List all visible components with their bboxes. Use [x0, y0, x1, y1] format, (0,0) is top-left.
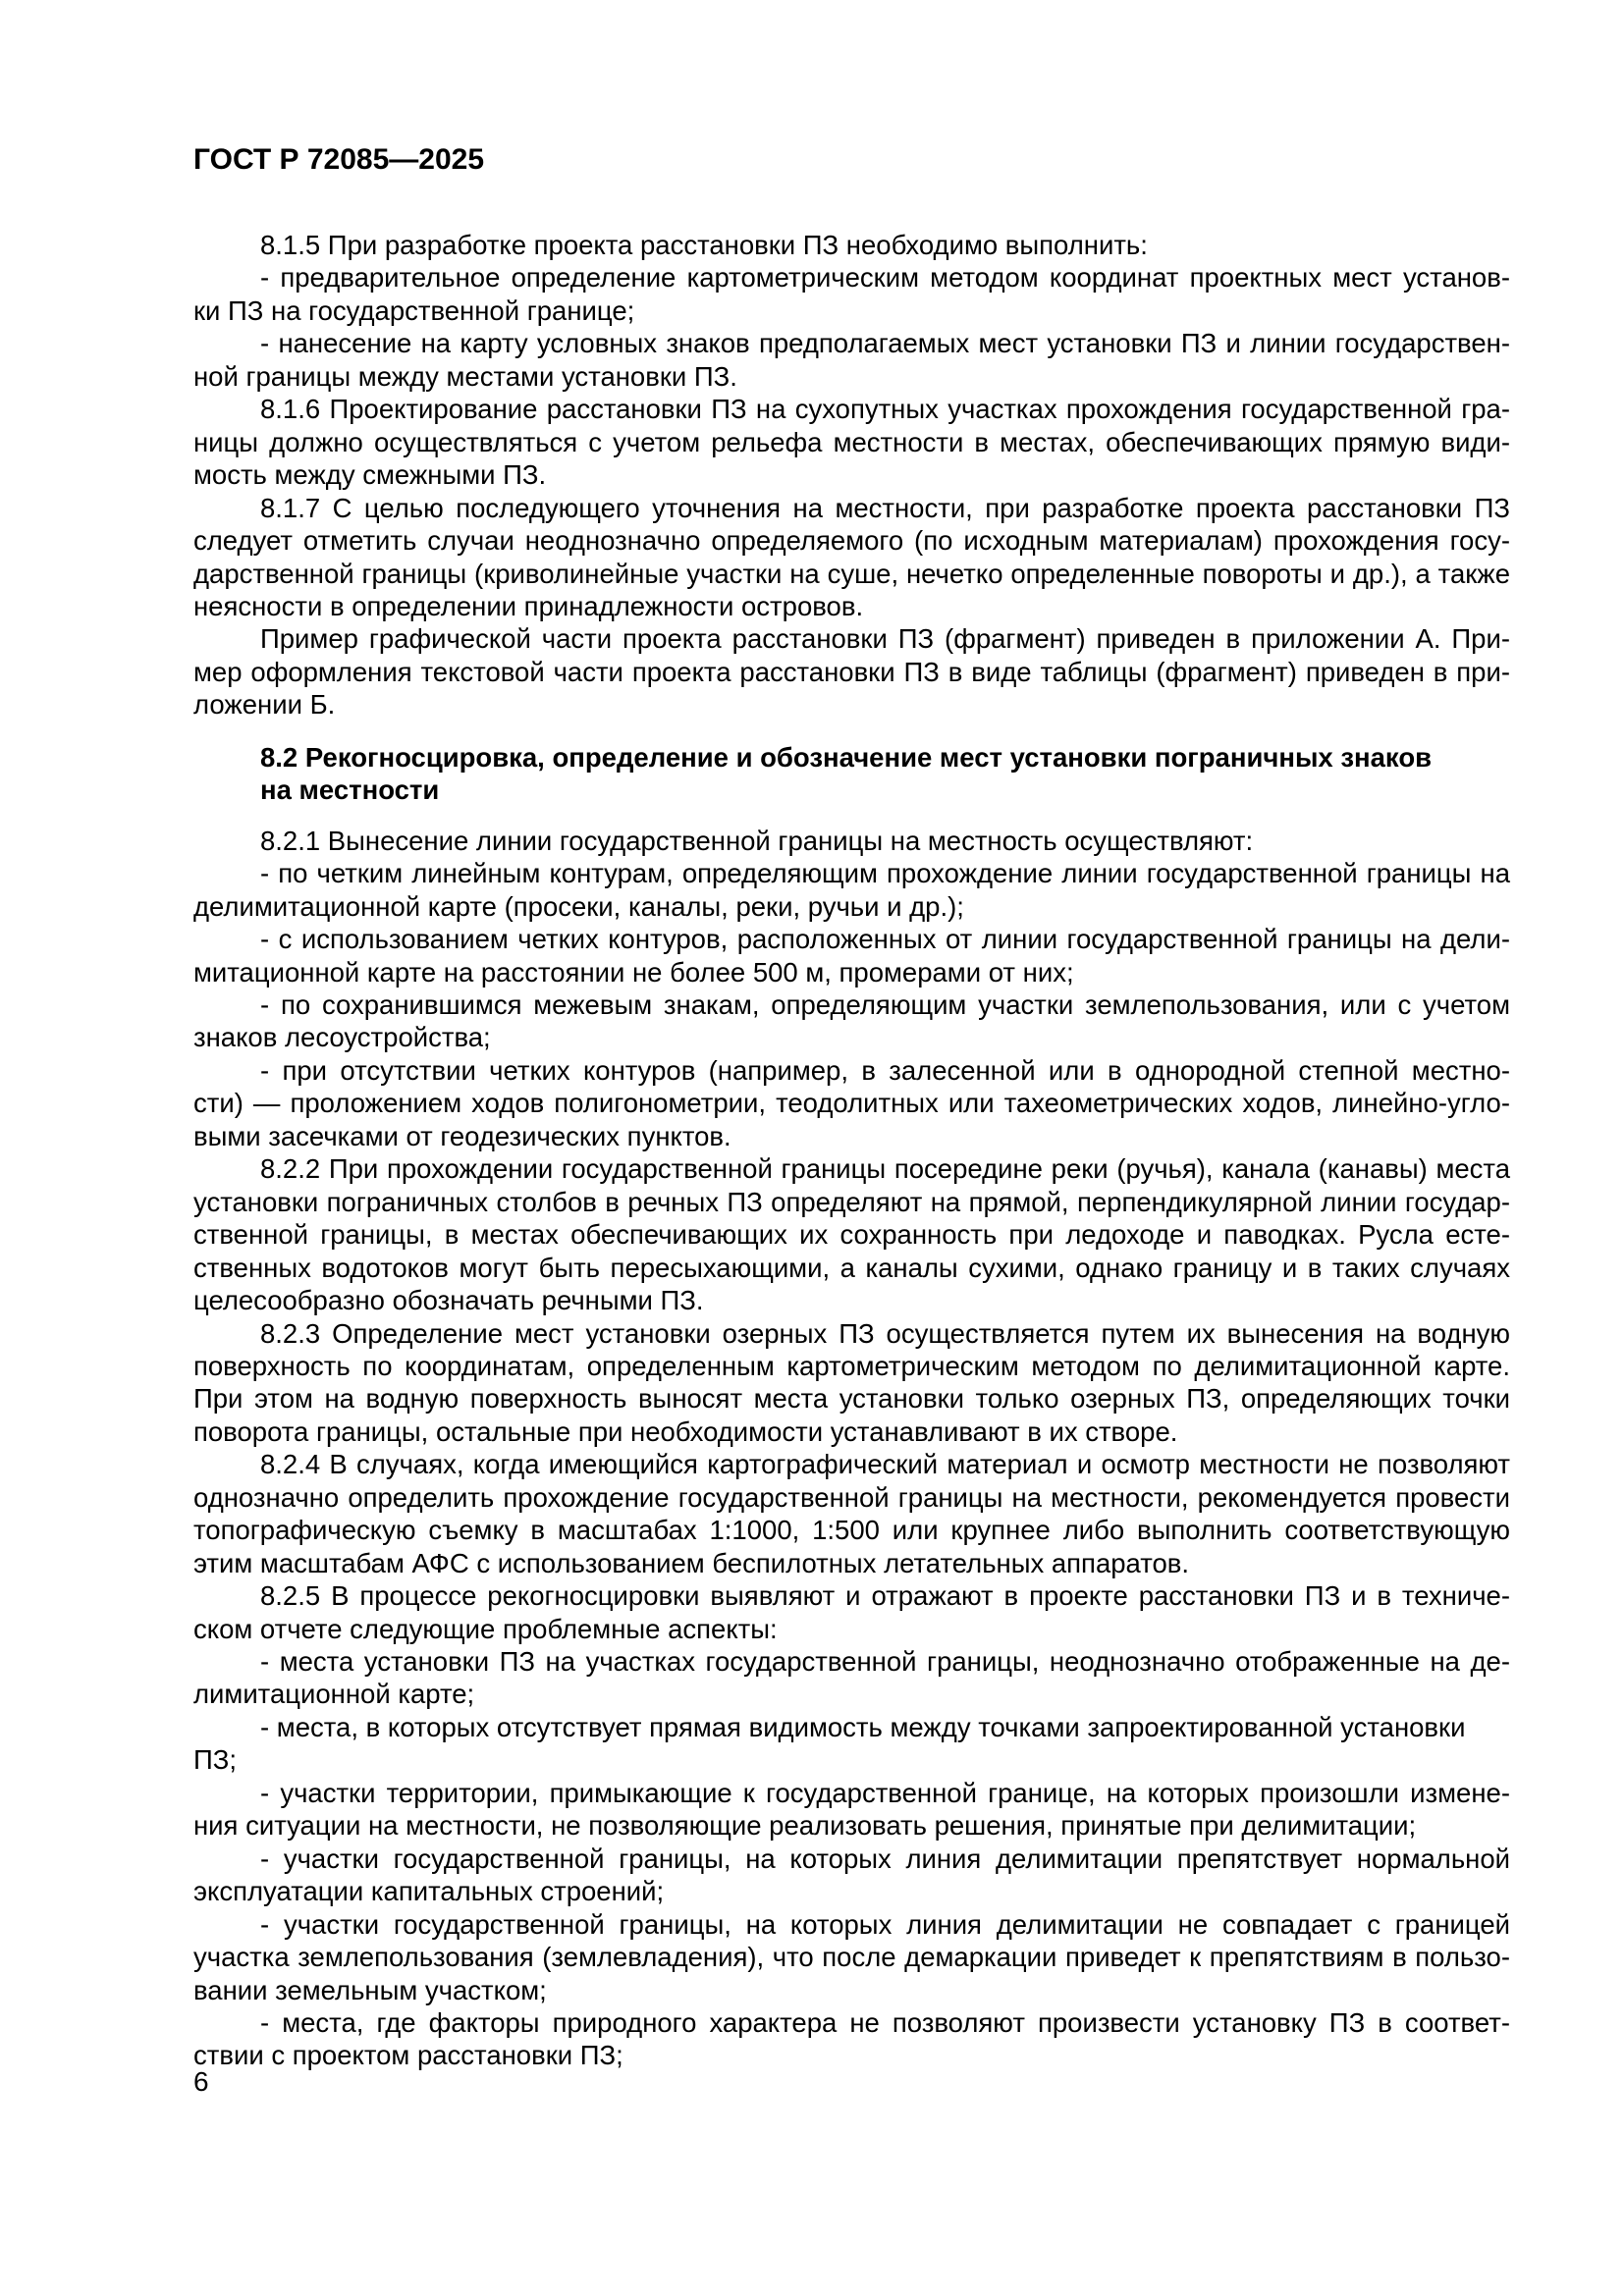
text-line: - участки территории, примыкающие к государственной границе, на которых произошли измене- [260, 1777, 1510, 1808]
text-line: При этом на водную поверхность выносят места установки только озерных ПЗ, определяющих точки [193, 1383, 1510, 1415]
text-line: однозначно определить прохождение государственной границы на местности, рекомендуется провести [193, 1481, 1510, 1513]
text-line: мер оформления текстовой части проекта расстановки ПЗ в виде таблицы (фрагмент) приведен в при- [193, 656, 1510, 687]
text-line: - при отсутствии четких контуров (например, в залесенной или в однородной степной местно- [260, 1054, 1510, 1086]
text-line: вании земельным участком; [193, 1974, 547, 2005]
text-line: - предварительное определение картометрическим методом координат проектных мест установ- [260, 262, 1510, 294]
text-line: ственных водотоков могут быть пересыхающими, а каналы сухими, однако границу и в таких случаях [193, 1252, 1510, 1283]
paragraph [193, 261, 1510, 327]
text-line: установки пограничных столбов в речных ПЗ определяют на прямой, перпендикулярной линии государ- [193, 1186, 1510, 1217]
text-line: целесообразно обозначать речными ПЗ. [193, 1285, 704, 1316]
text-line: выми засечками от геодезических пунктов. [193, 1120, 731, 1151]
paragraph [193, 1645, 1510, 1711]
text-line: Пример графической части проекта расстановки ПЗ (фрагмент) приведен в приложении А. При- [260, 623, 1510, 655]
text-line: - с использованием четких контуров, расположенных от линии государственной границы на дели- [260, 924, 1510, 955]
paragraph [193, 229, 1510, 261]
text-line: - участки государственной границы, на которых линия делимитации не совпадает с границей [260, 1908, 1510, 1940]
paragraph [193, 1777, 1510, 1842]
text-line: сти) — проложением ходов полигонометрии, теодолитных или тахеометрических ходов, линейно-угло- [193, 1088, 1510, 1119]
text-line: - участки государственной границы, на которых линия делимитации препятствует нормальной [260, 1842, 1510, 1874]
paragraph [193, 327, 1510, 393]
paragraph [193, 923, 1510, 988]
text-line: на местности [260, 774, 440, 806]
text-line: поворота границы, остальные при необходимости устанавливают в их створе. [193, 1415, 1178, 1447]
paragraph [193, 1054, 1510, 1152]
paragraph [193, 393, 1510, 491]
paragraph [193, 1579, 1510, 1645]
paragraph [193, 1317, 1510, 1449]
text-line: 8.2.3 Определение мест установки озерных ПЗ осуществляется путем их вынесения на водную [260, 1317, 1510, 1349]
paragraph [193, 1448, 1510, 1579]
section-heading [193, 741, 1510, 807]
text-line: ной границы между местами установки ПЗ. [193, 360, 737, 392]
paragraph [193, 857, 1510, 923]
text-line: 8.1.7 С целью последующего уточнения на местности, при разработке проекта расстановки ПЗ [260, 492, 1510, 523]
text-line: этим масштабам АФС с использованием беспилотных летательных аппаратов. [193, 1547, 1190, 1578]
paragraph [193, 622, 1510, 721]
text-line: - места установки ПЗ на участках государственной границы, неоднозначно отображенные на де- [260, 1646, 1510, 1678]
text-line: ки ПЗ на государственной границе; [193, 294, 635, 326]
text-line: делимитационной карте (просеки, каналы, реки, ручьи и др.); [193, 890, 964, 922]
text-line: топографическую съемку в масштабах 1:1000, 1:500 или крупнее либо выполнить соответствующую [193, 1515, 1510, 1546]
paragraph [193, 988, 1510, 1054]
text-line: ницы должно осуществляться с учетом рельефа местности в местах, обеспечивающих прямую види- [193, 426, 1510, 457]
text-line: неясности в определении принадлежности островов. [193, 590, 864, 621]
page-number: 6 [193, 2066, 209, 2097]
text-line: ственной границы, в местах обеспечивающих их сохранность при ледоходе и паводках. Русла есте- [193, 1219, 1510, 1251]
text-line: - места, в которых отсутствует прямая видимость между точками запроектированной установки ПЗ; [193, 1711, 1466, 1776]
text-line: 8.1.6 Проектирование расстановки ПЗ на сухопутных участках прохождения государственной гра- [260, 394, 1510, 425]
text-line: лимитационной карте; [193, 1679, 475, 1710]
paragraph [193, 1908, 1510, 2006]
text-line: митационной карте на расстоянии не более 500 м, промерами от них; [193, 956, 1074, 988]
text-line: мость между смежными ПЗ. [193, 459, 547, 491]
text-line: 8.2.1 Вынесение линии государственной границы на местность осуществляют: [260, 825, 1254, 856]
text-line: - нанесение на карту условных знаков предполагаемых мест установки ПЗ и линии государствен- [260, 328, 1510, 359]
document-body [193, 229, 1510, 2072]
text-line: 8.2 Рекогносцировка, определение и обозначение мест установки пограничных знаков [260, 741, 1433, 773]
paragraph [193, 1152, 1510, 1316]
text-line: дарственной границы (криволинейные участки на суше, нечетко определенные повороты и др.), а также [193, 558, 1510, 589]
text-line: 8.2.5 В процессе рекогносцировки выявляют и отражают в проекте расстановки ПЗ и в техниче- [260, 1580, 1510, 1612]
paragraph [193, 2006, 1510, 2072]
paragraph [193, 492, 1510, 623]
text-line: следует отметить случаи неоднозначно определяемого (по исходным материалам) прохождения госу- [193, 525, 1510, 557]
text-line: ствии с проектом расстановки ПЗ; [193, 2040, 623, 2071]
text-line: ложении Б. [193, 689, 336, 721]
text-line: знаков лесоустройства; [193, 1022, 491, 1053]
paragraph [193, 825, 1510, 857]
text-line: 8.2.4 В случаях, когда имеющийся картографический материал и осмотр местности не позволяют [260, 1449, 1510, 1480]
text-line: - места, где факторы природного характера не позволяют произвести установку ПЗ в соответ- [260, 2007, 1510, 2039]
text-line: ском отчете следующие проблемные аспекты: [193, 1613, 778, 1644]
paragraph [193, 1842, 1510, 1908]
text-line: 8.2.2 При прохождении государственной границы посередине реки (ручья), канала (канавы) места [260, 1153, 1510, 1185]
text-line: участка землепользования (землевладения), что после демаркации приведет к препятствиям в пользо- [193, 1942, 1510, 1973]
text-line: - по четким линейным контурам, определяющим прохождение линии государственной границы на [260, 858, 1510, 889]
text-line: 8.1.5 При разработке проекта расстановки ПЗ необходимо выполнить: [260, 230, 1148, 260]
paragraph [193, 1711, 1510, 1777]
text-line: - по сохранившимся межевым знакам, определяющим участки землепользования, или с учетом [260, 988, 1510, 1020]
document-code-header: ГОСТ Р 72085—2025 [193, 143, 485, 176]
text-line: эксплуатации капитальных строений; [193, 1876, 665, 1907]
text-line: ния ситуации на местности, не позволяющие реализовать решения, принятые при делимитации; [193, 1810, 1417, 1842]
text-line: поверхность по координатам, определенным картометрическим методом по делимитационной карте. [193, 1350, 1510, 1381]
